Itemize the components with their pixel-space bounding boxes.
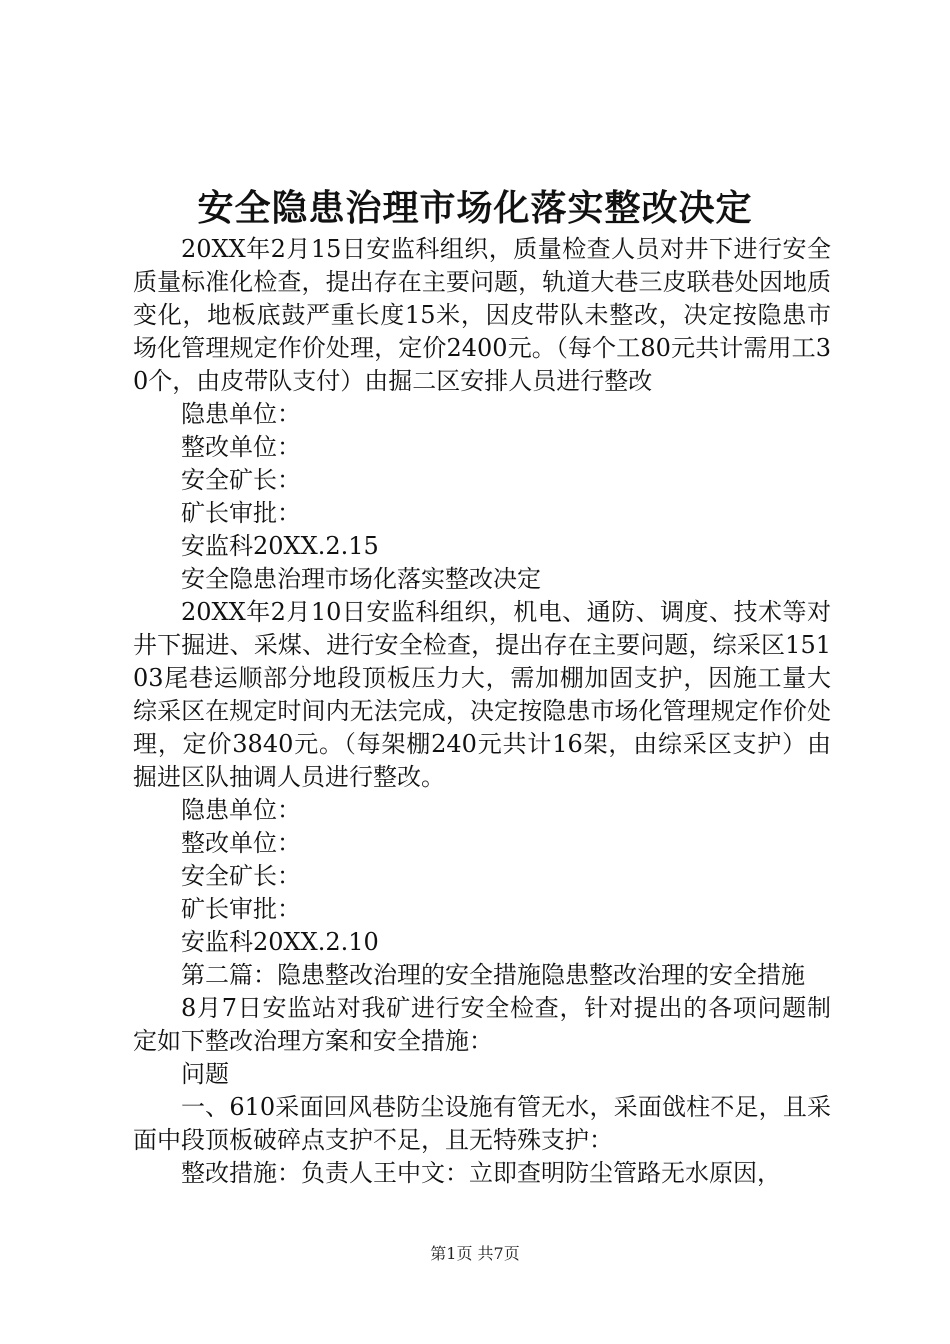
page-number-footer: 第1页 共7页 [430, 1244, 520, 1263]
document-title: 安全隐患治理市场化落实整改决定 [197, 187, 753, 229]
chapter-heading: 第二篇：隐患整改治理的安全措施隐患整改治理的安全措施 [181, 961, 805, 989]
measure-item-1: 整改措施：负责人王中文：立即查明防尘管路无水原因， [181, 1159, 781, 1187]
problem-item-1: 一、610采面回风巷防尘设施有管无水，采面戗柱不足，且采面中段顶板破碎点支护不足，且无特殊支护： [133, 1093, 831, 1154]
document-body [133, 233, 831, 1190]
field-mine-director-approval: 矿长审批： [181, 499, 301, 527]
field-rectification-unit: 整改单位： [181, 433, 301, 461]
problem-label: 问题 [181, 1060, 229, 1088]
field-hazard-unit: 隐患单位： [181, 400, 301, 428]
signature-date-2: 安监科20XX.2.10 [181, 928, 379, 956]
field-safety-manager: 安全矿长： [181, 466, 301, 494]
paragraph-intro-2: 20XX年2月10日安监科组织，机电、通防、调度、技术等对井下掘进、采煤、进行安全检查，提出存在主要问题，综采区15103尾巷运顺部分地段顶板压力大，需加棚加固支护，因施工量大综采区在规定时间内无法完成，决定按隐患市场化管理规定作价处理，定价3840元。（每架棚240元共计16架，由综采区支护）由掘进区队抽调人员进行整改。 [133, 598, 831, 791]
field-safety-manager: 安全矿长： [181, 862, 301, 890]
field-mine-director-approval: 矿长审批： [181, 895, 301, 923]
section-heading-2: 安全隐患治理市场化落实整改决定 [181, 565, 541, 593]
field-rectification-unit: 整改单位： [181, 829, 301, 857]
signature-date-1: 安监科20XX.2.15 [181, 532, 379, 560]
field-hazard-unit: 隐患单位： [181, 796, 301, 824]
paragraph-intro-1: 20XX年2月15日安监科组织，质量检查人员对井下进行安全质量标准化检查，提出存在主要问题，轨道大巷三皮联巷处因地质变化，地板底鼓严重长度15米，因皮带队未整改，决定按隐患市场化管理规定作价处理，定价2400元。（每个工80元共计需用工30个，由皮带队支付）由掘二区安排人员进行整改 [133, 235, 831, 395]
paragraph-inspection-intro: 8月7日安监站对我矿进行安全检查，针对提出的各项问题制定如下整改治理方案和安全措施： [133, 994, 831, 1055]
